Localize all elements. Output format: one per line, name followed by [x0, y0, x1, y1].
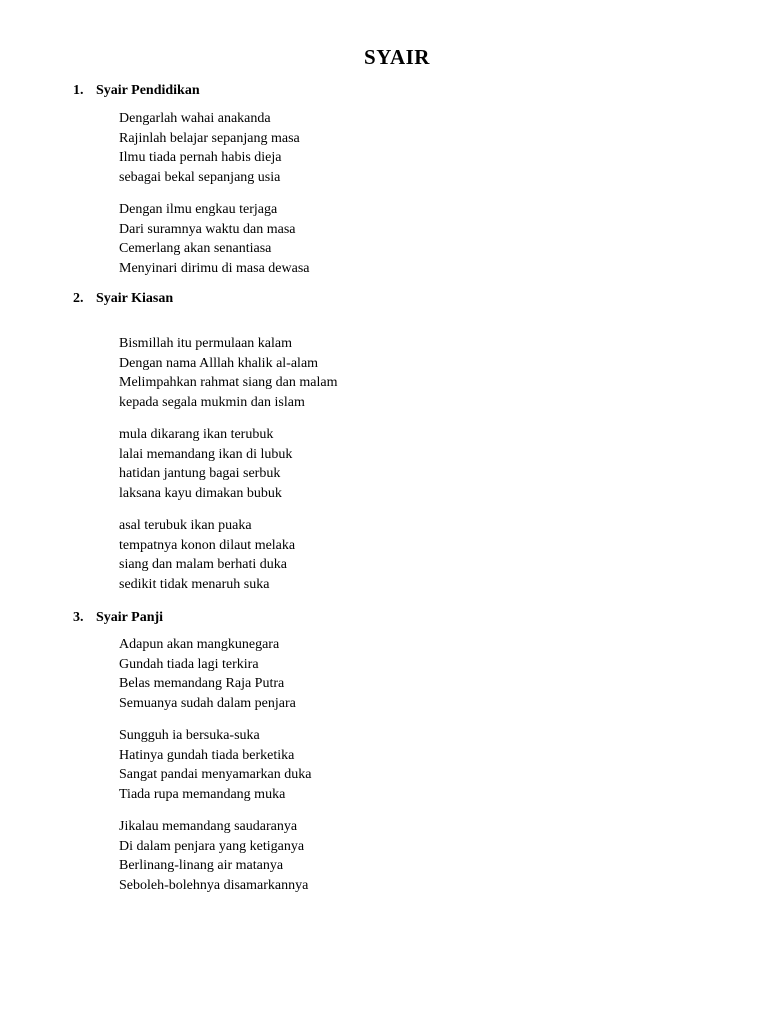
verse-line: asal terubuk ikan puaka: [119, 518, 252, 533]
section-number: 2.: [73, 291, 84, 306]
verse-line: Bismillah itu permulaan kalam: [119, 336, 293, 351]
stanza: [119, 635, 296, 713]
verse-line: sedikit tidak menaruh suka: [119, 576, 270, 592]
verse-line: Berlinang-linang air matanya: [119, 858, 284, 873]
section-title: Syair Pendidikan: [96, 83, 200, 98]
verse-line: Melimpahkan rahmat siang dan malam: [119, 375, 338, 390]
stanza: [119, 200, 310, 278]
verse-line: Belas memandang Raja Putra: [119, 676, 285, 691]
verse-line: kepada segala mukmin dan islam: [119, 394, 305, 410]
verse-line: hatidan jantung bagai serbuk: [119, 466, 281, 481]
verse-line: Tiada rupa memandang muka: [119, 786, 286, 802]
verse-line: Hatinya gundah tiada berketika: [119, 747, 295, 763]
stanza: [119, 334, 338, 412]
verse-line: Cemerlang akan senantiasa: [119, 241, 272, 256]
section-heading: [73, 609, 163, 627]
verse-line: Dengarlah wahai anakanda: [119, 111, 271, 126]
page-title: SYAIR: [364, 45, 430, 69]
section-heading: [73, 290, 173, 308]
verse-line: lalai memandang ikan di lubuk: [119, 446, 293, 462]
section-title: Syair Kiasan: [96, 291, 174, 306]
stanza: [119, 425, 292, 503]
verse-line: Gundah tiada lagi terkira: [119, 656, 259, 672]
stanza: [119, 516, 295, 594]
verse-line: Sangat pandai menyamarkan duka: [119, 767, 312, 782]
verse-line: Sungguh ia bersuka-suka: [119, 728, 260, 743]
verse-line: siang dan malam berhati duka: [119, 557, 287, 572]
verse-line: Dari suramnya waktu dan masa: [119, 221, 296, 237]
verse-line: Dengan ilmu engkau terjaga: [119, 202, 278, 217]
verse-line: mula dikarang ikan terubuk: [119, 427, 274, 442]
verse-line: tempatnya konon dilaut melaka: [119, 537, 296, 553]
verse-line: Rajinlah belajar sepanjang masa: [119, 130, 300, 146]
verse-line: Adapun akan mangkunegara: [119, 637, 280, 652]
verse-line: Dengan nama Alllah khalik al-alam: [119, 355, 319, 371]
stanza: [119, 109, 300, 187]
stanza: [119, 726, 311, 804]
stanza: [119, 817, 308, 895]
verse-line: Menyinari dirimu di masa dewasa: [119, 260, 310, 276]
section-number: 3.: [73, 610, 84, 625]
verse-line: Jikalau memandang saudaranya: [119, 819, 298, 834]
section-number: 1.: [73, 83, 84, 98]
verse-line: laksana kayu dimakan bubuk: [119, 485, 282, 501]
verse-line: Seboleh-bolehnya disamarkannya: [119, 877, 309, 893]
verse-line: Ilmu tiada pernah habis dieja: [119, 150, 282, 165]
verse-line: Di dalam penjara yang ketiganya: [119, 838, 305, 854]
section-title: Syair Panji: [96, 610, 164, 625]
verse-line: sebagai bekal sepanjang usia: [119, 169, 281, 185]
section-heading: [73, 82, 200, 100]
verse-line: Semuanya sudah dalam penjara: [119, 695, 296, 711]
